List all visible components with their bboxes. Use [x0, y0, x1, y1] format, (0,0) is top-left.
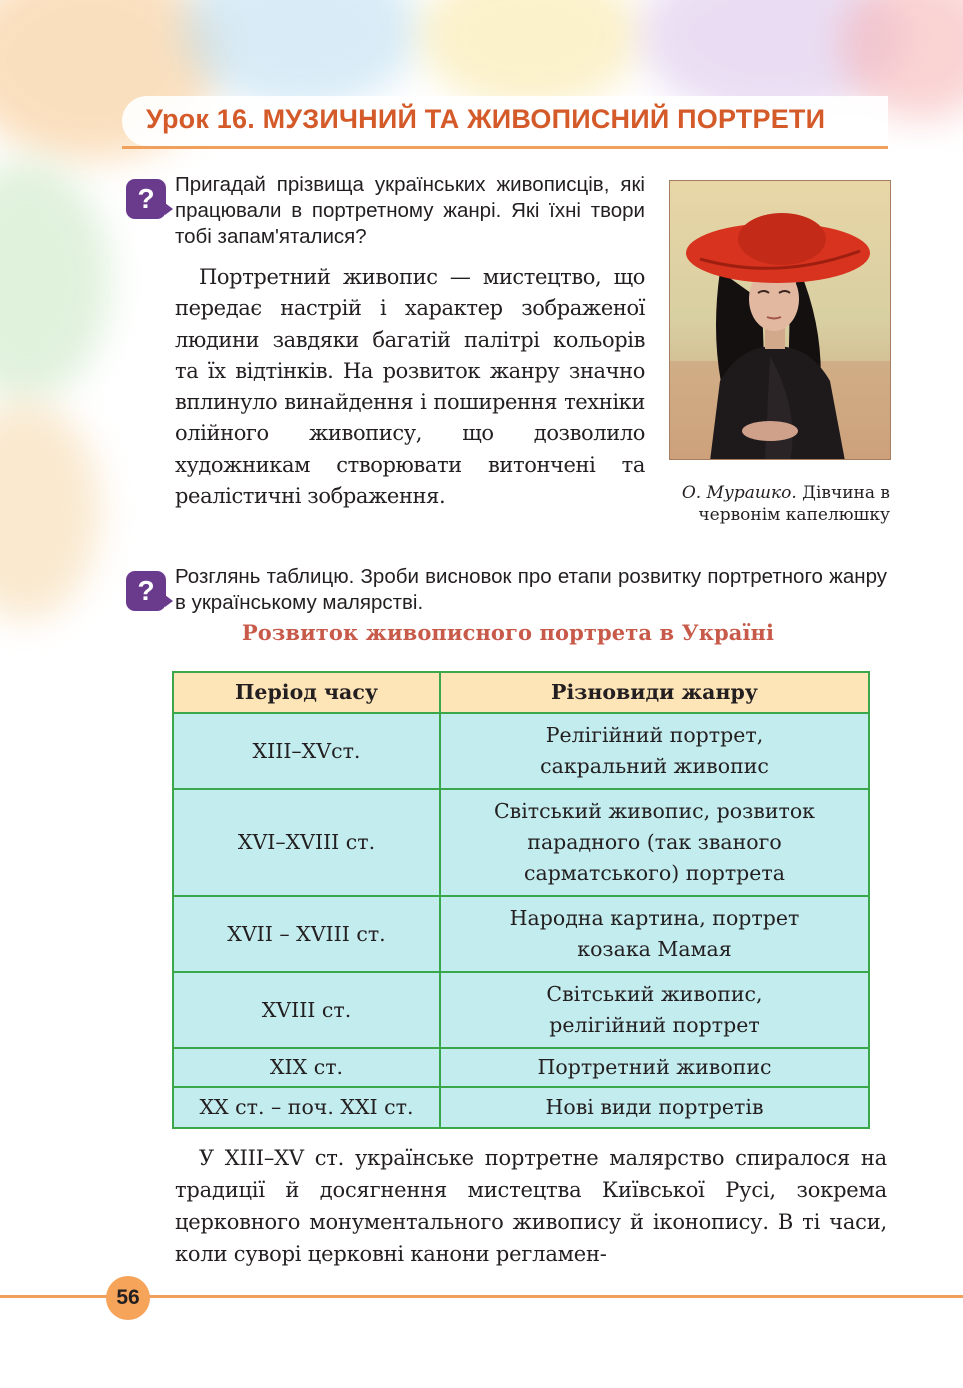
question-mark-icon: ? — [126, 179, 166, 219]
period-cell: XIX ст. — [173, 1048, 440, 1087]
table-row — [173, 896, 869, 972]
period-cell: XVI–XVIII ст. — [173, 789, 440, 896]
period-cell: XVIII ст. — [173, 972, 440, 1048]
question-prompt-1: Пригадай прізвища українських живописців, які працювали в портретному жанрі. Які їхні твори тобі запам'яталися? — [175, 173, 645, 248]
genre-cell: Портретний живопис — [440, 1048, 869, 1087]
table-title: Розвиток живописного портрета в Україні — [241, 620, 775, 645]
table-row — [173, 1087, 869, 1128]
genre-cell: Світський живопис, релігійний портрет — [440, 972, 869, 1048]
intro-paragraph: Портретний живопис — мистецтво, що передає настрій і характер зображеної людини завдяки багатій палітрі кольорів та їх відтінків. На розвиток жанру значно вплинуло винайдення і поширення техніки олійного живопису, що дозволило художникам створювати витончені та реалістичні зображення. — [175, 265, 645, 509]
portrait-development-table — [172, 671, 870, 1129]
table-row — [173, 789, 869, 896]
page-number: 56 — [106, 1276, 150, 1320]
portrait-illustration — [670, 181, 891, 460]
history-paragraph: У XIII–XV ст. українське портретне малярство спиралося на традиції й досягнення мистецтва Київської Русі, зокрема церковного монументального живопису й іконопису. В ті часи, коли суворі церковні канони регламен- — [175, 1146, 887, 1266]
genre-cell: Нові види портретів — [440, 1087, 869, 1128]
table-header-period: Період часу — [173, 672, 440, 713]
genre-cell: Релігійний портрет, сакральний живопис — [440, 713, 869, 789]
caption-author: О. Мурашко. — [681, 483, 797, 503]
caption-title: Дівчина в червонім капелюшку — [698, 483, 890, 525]
title-underline — [122, 146, 888, 149]
portrait-painting — [669, 180, 891, 460]
genre-cell: Народна картина, портрет козака Мамая — [440, 896, 869, 972]
period-cell: XIII–XVст. — [173, 713, 440, 789]
period-cell: XVII – XVIII ст. — [173, 896, 440, 972]
table-row — [173, 713, 869, 789]
table-row — [173, 1048, 869, 1087]
period-cell: XX ст. – поч. XXI ст. — [173, 1087, 440, 1128]
table-header-row — [173, 672, 869, 713]
genre-cell: Світський живопис, розвиток парадного (так званого сарматського) портрета — [440, 789, 869, 896]
portrait-caption — [634, 482, 890, 526]
question-mark-icon: ? — [126, 571, 166, 611]
question-prompt-2: Розглянь таблицю. Зроби висновок про етапи розвитку портретного жанру в українському малярстві. — [175, 565, 887, 614]
lesson-title: Урок 16. МУЗИЧНИЙ ТА ЖИВОПИСНИЙ ПОРТРЕТИ — [146, 104, 826, 134]
table-row — [173, 972, 869, 1048]
table-header-genre: Різновиди жанру — [440, 672, 869, 713]
